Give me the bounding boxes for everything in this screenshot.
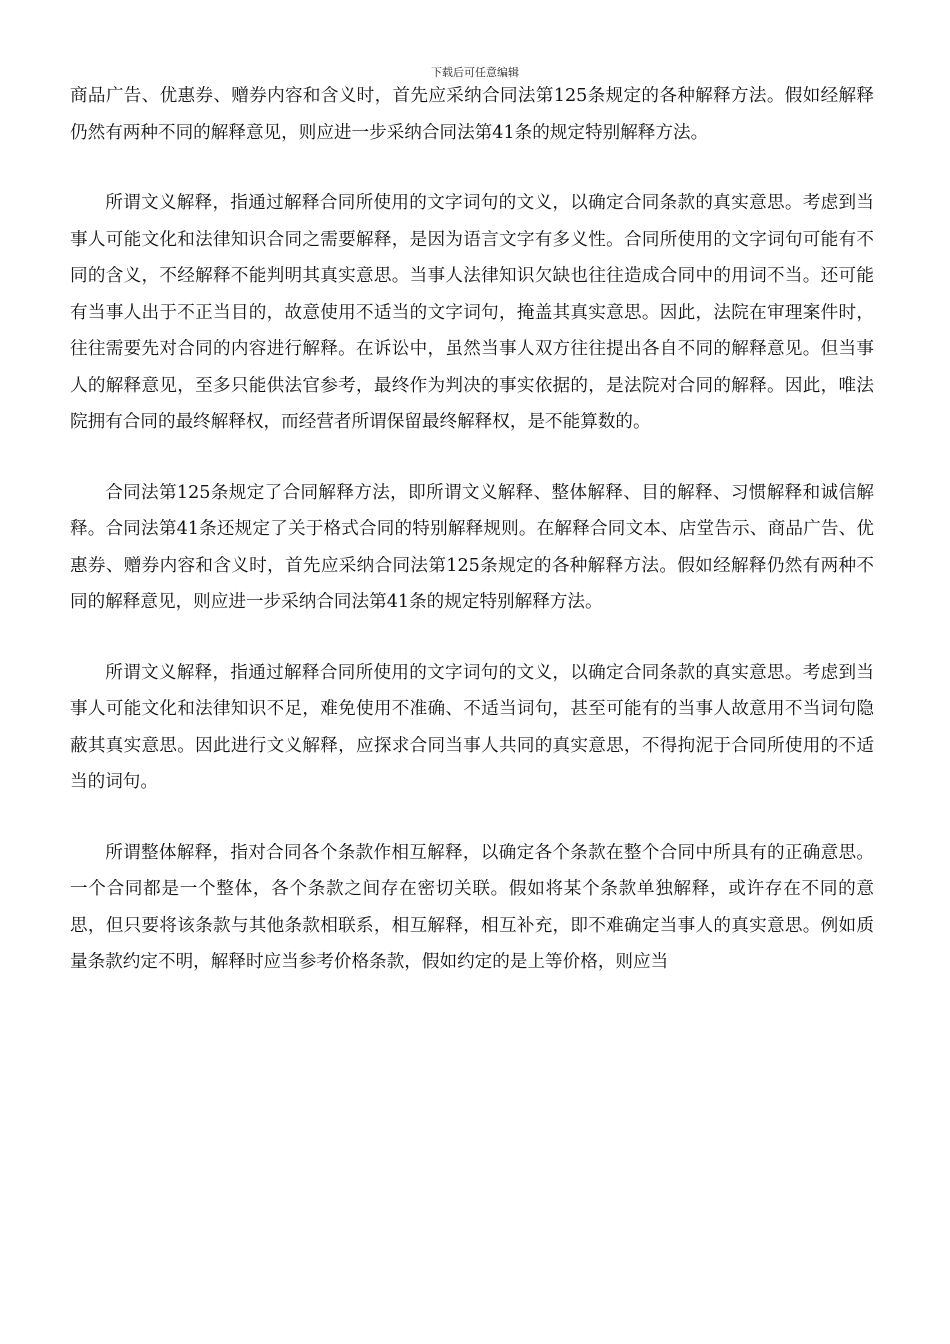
paragraph-5: 所谓整体解释，指对合同各个条款作相互解释，以确定各个条款在整个合同中所具有的正确意思。一个合同都是一个整体，各个条款之间存在密切关联。假如将某个条款单独解释，或许存在不同的意思，但只要将该条款与其他条款相联系，相互解释，相互补充，即不难确定当事人的真实意思。例如质量条款约定不明，解释时应当参考价格条款，假如约定的是上等价格，则应当 [70,842,874,972]
document-body [70,78,874,981]
header-note: 下载后可任意编辑 [431,66,519,79]
paragraph-3: 合同法第125条规定了合同解释方法，即所谓文义解释、整体解释、目的解释、习惯解释和诚信解释。合同法第41条还规定了关于格式合同的特别解释规则。在解释合同文本、店堂告示、商品广告、优惠券、赠券内容和含义时，首先应采纳合同法第125条规定的各种解释方法。假如经解释仍然有两种不同的解释意见，则应进一步采纳合同法第41条的规定特别解释方法。 [70,482,874,612]
paragraph-4: 所谓文义解释，指通过解释合同所使用的文字词句的文义，以确定合同条款的真实意思。考虑到当事人可能文化和法律知识不足，难免使用不准确、不适当词句，甚至可能有的当事人故意用不当词句隐蔽其真实意思。因此进行文义解释，应探求合同当事人共同的真实意思，不得拘泥于合同所使用的不适当的词句。 [70,662,874,792]
paragraph-1: 商品广告、优惠券、赠券内容和含义时，首先应采纳合同法第125条规定的各种解释方法。假如经解释仍然有两种不同的解释意见，则应进一步采纳合同法第41条的规定特别解释方法。 [70,86,874,143]
paragraph-2: 所谓文义解释，指通过解释合同所使用的文字词句的文义，以确定合同条款的真实意思。考虑到当事人可能文化和法律知识合同之需要解释，是因为语言文字有多义性。合同所使用的文字词句可能有不同的含义，不经解释不能判明其真实意思。当事人法律知识欠缺也往往造成合同中的用词不当。还可能有当事人出于不正当目的，故意使用不适当的文字词句，掩盖其真实意思。因此，法院在审理案件时，往往需要先对合同的内容进行解释。在诉讼中，虽然当事人双方往往提出各自不同的解释意见。但当事人的解释意见，至多只能供法官参考，最终作为判决的事实依据的，是法院对合同的解释。因此，唯法院拥有合同的最终解释权，而经营者所谓保留最终解释权，是不能算数的。 [70,193,874,432]
